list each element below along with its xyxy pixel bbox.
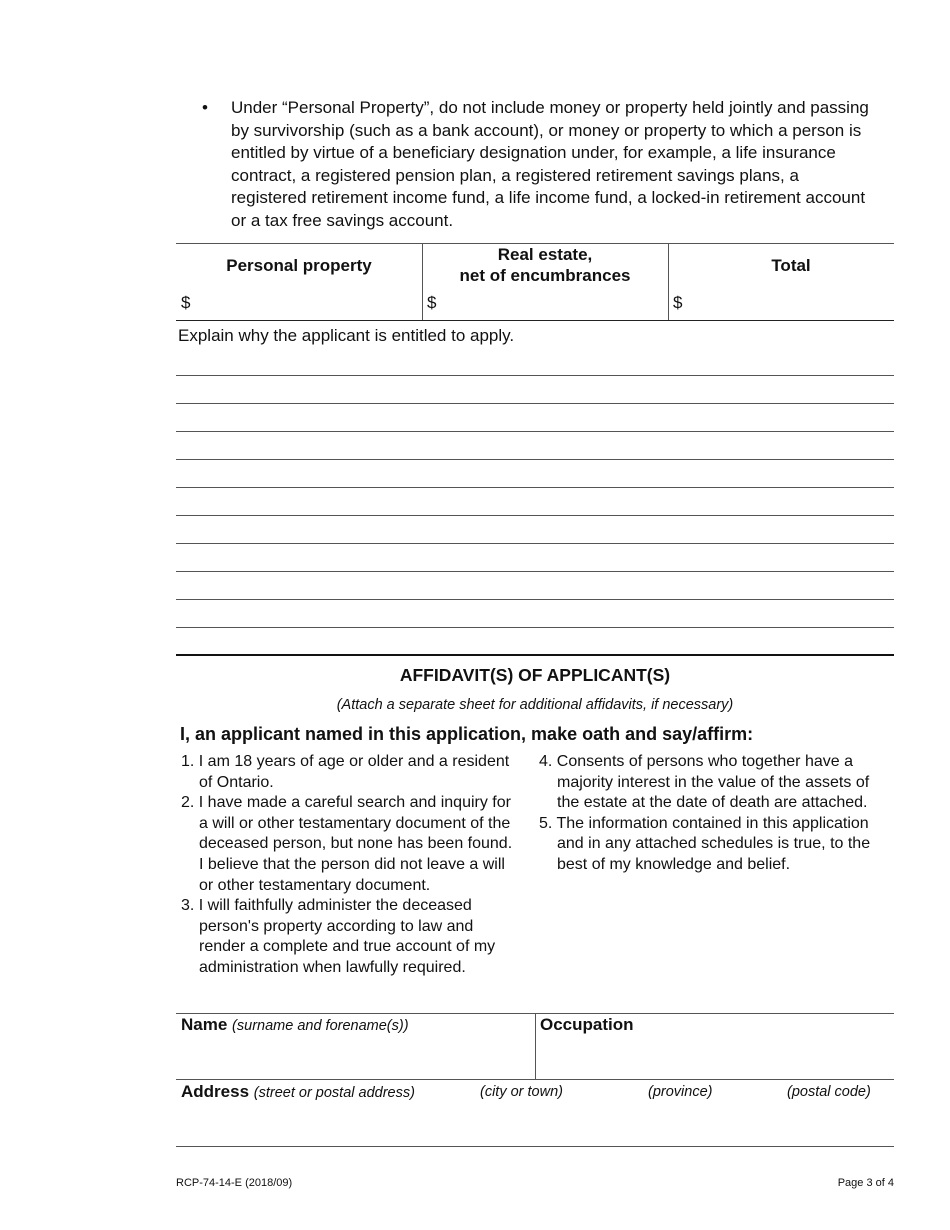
bullet-text: Under “Personal Property”, do not include money or property held jointly and passing by survivorship (such as a bank account), or money or property to which a person is entitled by virtue of a beneficiary designation under, for example, a life insurance contract, a registered pension plan, a registered retirement savings plans, a registered retirement income fund, a life income fund, a locked-in retirement account or a tax free savings account. [231,98,869,230]
province-hint: (province) [648,1084,713,1100]
page-number: Page 3 of 4 [837,1177,894,1189]
table-bottom-rule [176,320,894,321]
ruled-line [176,515,894,516]
total-field[interactable]: $ [673,293,683,312]
ruled-line [176,599,894,600]
table-divider [668,243,669,320]
postal-code-hint: (postal code) [787,1084,871,1100]
affidavit-item-5: 5. The information contained in this application and in any attached schedules is true, to the best of my knowledge and belief. [539,814,871,873]
city-hint: (city or town) [480,1084,563,1100]
personal-property-field[interactable]: $ [181,293,191,312]
occupation-field[interactable] [540,1040,890,1076]
address-top-rule [176,1079,894,1080]
ruled-line [176,403,894,404]
affidavit-item-4: 4. Consents of persons who together have a majority interest in the value of the assets of the estate at the date of death are attached. [539,753,870,812]
affidavit-item-2: 2. I have made a careful search and inquiry for a will or other testamentary document of the deceased person, but none has been found. I believe that the person did not leave a will or other testamentary document. [181,794,513,894]
name-occupation-divider [535,1013,536,1079]
ruled-line [176,375,894,376]
explain-label: Explain why the applicant is entitled to apply. [178,326,515,345]
total-header: Total [771,256,811,275]
ruled-line [176,487,894,488]
name-hint: (surname and forename(s)) [232,1018,409,1034]
oath-statement: I, an applicant named in this application, make oath and say/affirm: [180,724,754,744]
bullet-marker: • [202,98,208,117]
form-id: RCP-74-14-E (2018/09) [176,1177,293,1189]
affidavit-note: (Attach a separate sheet for additional affidavits, if necessary) [336,697,734,713]
real-estate-field[interactable]: $ [427,293,437,312]
ruled-line [176,431,894,432]
address-hint: (street or postal address) [253,1085,415,1101]
affidavit-item-1: 1. I am 18 years of age or older and a resident of Ontario. [181,753,510,791]
address-bottom-rule [176,1146,894,1147]
ruled-line [176,627,894,628]
affidavit-heading: AFFIDAVIT(S) OF APPLICANT(S) [399,665,671,685]
personal-property-header: Personal property [226,256,372,275]
name-field[interactable] [181,1015,409,1035]
ruled-line [176,571,894,572]
ruled-line [176,543,894,544]
affidavit-item-3: 3. I will faithfully administer the deceased person's property according to law and render a complete and true account of my administration when lawfully required. [181,897,496,976]
ruled-line [176,459,894,460]
occupation-label: Occupation [540,1015,634,1034]
section-rule [176,654,894,656]
real-estate-header: Real estate, net of encumbrances [459,245,631,285]
name-label: Name [181,1015,228,1034]
address-label: Address [181,1082,250,1101]
address-field[interactable] [181,1082,415,1102]
